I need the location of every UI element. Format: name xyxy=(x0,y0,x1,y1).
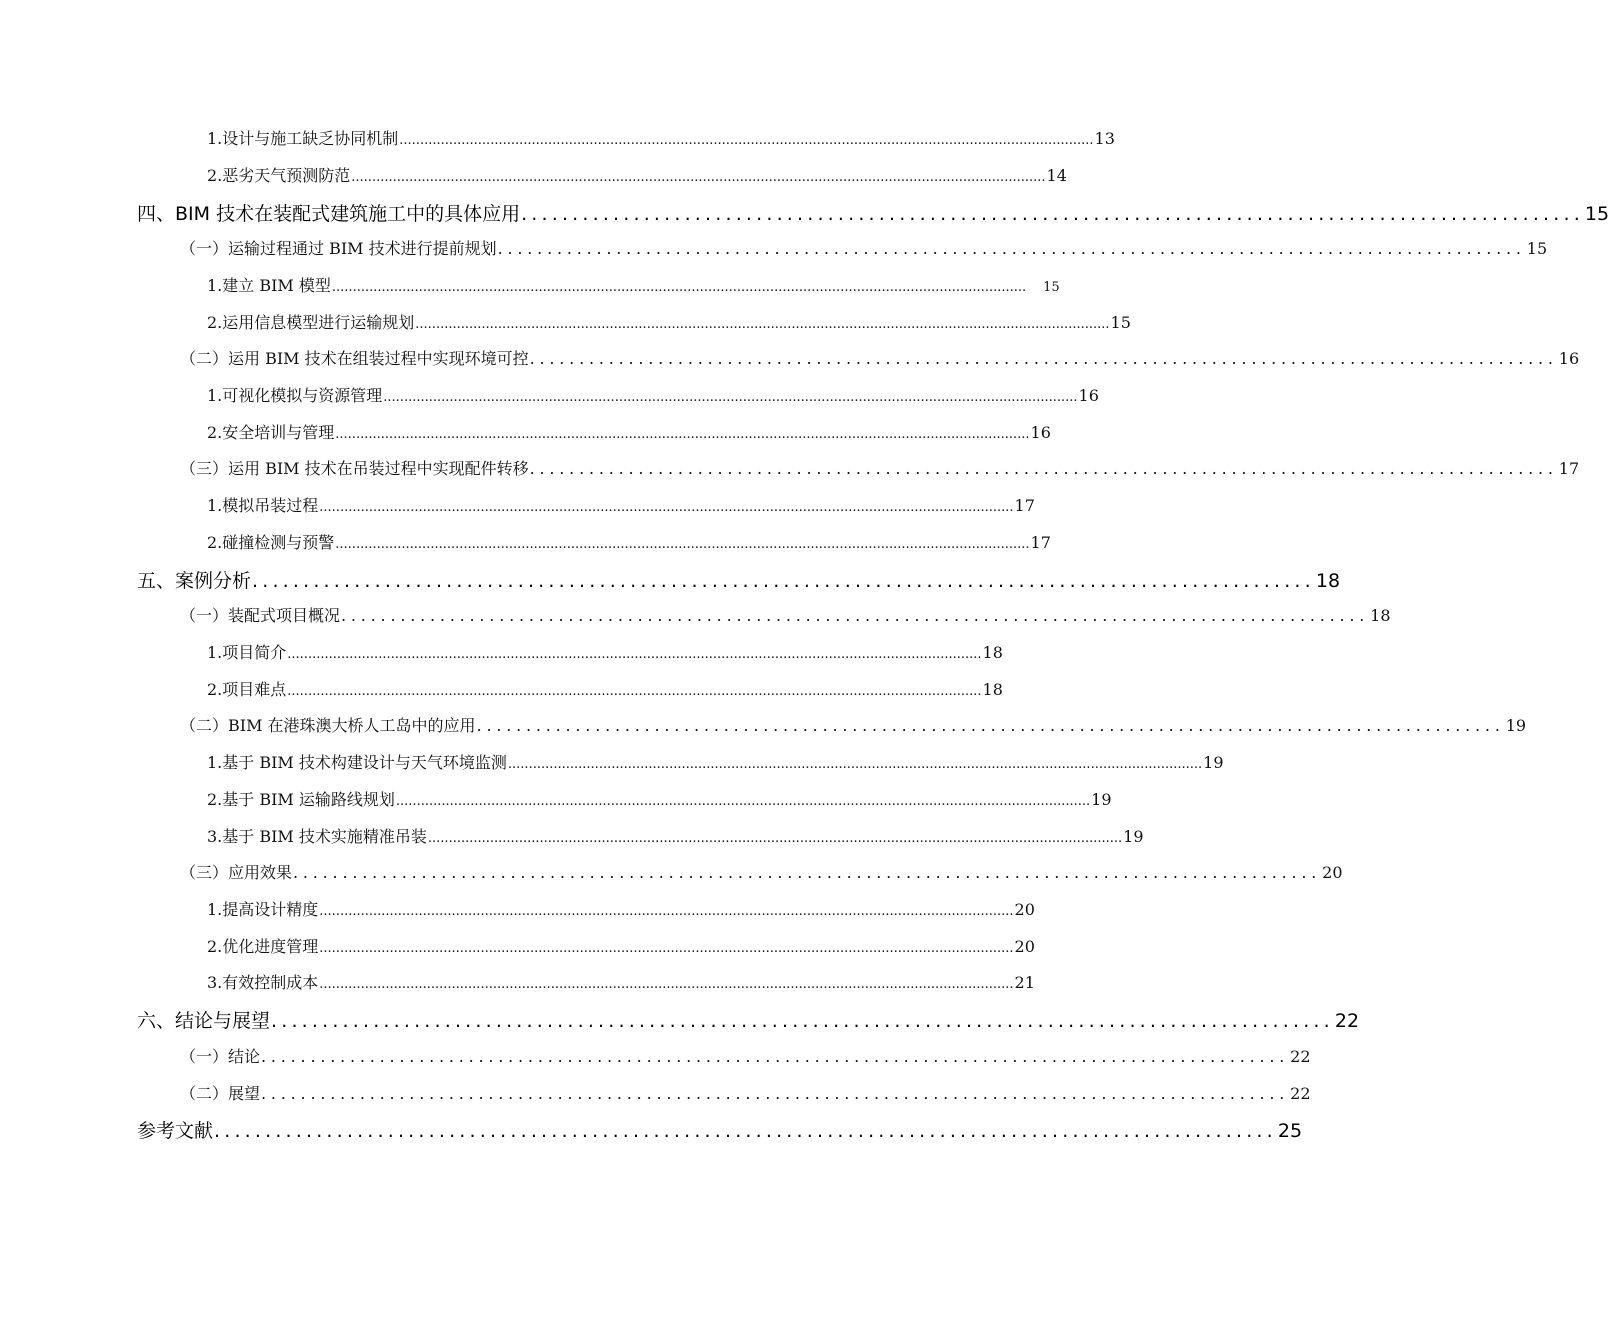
toc-entry-title: 2.碰撞检测与预警 xyxy=(207,533,335,552)
toc-entry-title: （一）结论 xyxy=(180,1047,261,1066)
dot-leader: ........................................................................................................................................................................ xyxy=(415,317,1110,332)
toc-entry-title: 3.基于 BIM 技术实施精准吊装 xyxy=(207,827,427,846)
toc-chapter[interactable] xyxy=(137,1116,1303,1143)
toc-entry[interactable] xyxy=(207,934,1035,957)
toc-entry-title: 四、BIM 技术在装配式建筑施工中的具体应用 xyxy=(137,203,521,225)
toc-entry[interactable] xyxy=(207,787,1112,810)
toc-entry-page: 19 xyxy=(1505,716,1527,735)
toc-entry-title: 1.模拟吊装过程 xyxy=(207,496,319,515)
toc-entry-page: 13 xyxy=(1094,129,1115,148)
toc-entry-page: 19 xyxy=(1091,790,1112,809)
toc-entry-title: 2.项目难点 xyxy=(207,680,287,699)
toc-entry[interactable] xyxy=(207,383,1099,406)
toc-entry-page: 22 xyxy=(1290,1084,1311,1103)
toc-entry[interactable] xyxy=(207,750,1224,773)
dot-leader: ........................................................................................................................................................................ xyxy=(331,280,1027,295)
dot-leader: ........................................................................................................ xyxy=(497,239,1526,258)
toc-entry[interactable] xyxy=(207,126,1115,149)
toc-entry[interactable] xyxy=(207,640,1003,663)
toc-entry-page: 20 xyxy=(1322,863,1343,882)
toc-entry-title: 3.有效控制成本 xyxy=(207,973,319,992)
toc-entry-page: 25 xyxy=(1277,1120,1303,1142)
toc-entry-page: 21 xyxy=(1014,973,1035,992)
dot-leader: ........................................................................................................................................................................ xyxy=(319,941,1014,956)
toc-section[interactable] xyxy=(180,603,1391,626)
dot-leader: ........................................................................................................ xyxy=(214,1120,1277,1142)
toc-entry-title: 1.可视化模拟与资源管理 xyxy=(207,386,383,405)
toc-entry-title: 2.基于 BIM 运输路线规划 xyxy=(207,790,395,809)
toc-entry-title: 2.运用信息模型进行运输规划 xyxy=(207,313,415,332)
toc-entry-page: 17 xyxy=(1558,459,1580,478)
toc-entry-title: （三）应用效果 xyxy=(180,863,293,882)
toc-entry-page: 18 xyxy=(982,643,1003,662)
toc-entry-page: 16 xyxy=(1558,349,1580,368)
toc-entry-page: 18 xyxy=(1315,570,1341,592)
dot-leader: ........................................................................................................................................................................ xyxy=(335,537,1030,552)
toc-entry-page: 17 xyxy=(1030,533,1051,552)
toc-entry-page: 16 xyxy=(1030,423,1051,442)
toc-entry-title: 1.设计与施工缺乏协同机制 xyxy=(207,129,399,148)
toc-entry-title: 1.项目简介 xyxy=(207,643,287,662)
toc-entry[interactable] xyxy=(207,310,1131,333)
toc-entry-title: 1.提高设计精度 xyxy=(207,900,319,919)
toc-entry-page: 15 xyxy=(1584,203,1609,225)
toc-entry-title: （二）运用 BIM 技术在组装过程中实现环境可控 xyxy=(180,349,529,368)
toc-entry-title: （一）装配式项目概况 xyxy=(180,606,341,625)
dot-leader: ........................................................................................................ xyxy=(529,349,1558,368)
toc-section[interactable] xyxy=(180,456,1580,479)
toc-entry-page: 22 xyxy=(1290,1047,1311,1066)
toc-entry[interactable] xyxy=(207,824,1144,847)
toc-entry[interactable] xyxy=(207,163,1067,186)
toc-entry-page: 14 xyxy=(1046,166,1067,185)
toc-entry-page: 19 xyxy=(1123,827,1144,846)
dot-leader: ........................................................................................................................................................................ xyxy=(319,904,1014,919)
toc-entry-title: 2.优化进度管理 xyxy=(207,937,319,956)
toc-entry-title: （二）展望 xyxy=(180,1084,261,1103)
toc-chapter[interactable] xyxy=(137,199,1609,226)
toc-entry-title: 1.基于 BIM 技术构建设计与天气环境监测 xyxy=(207,753,507,772)
dot-leader: ........................................................................................................ xyxy=(293,863,1322,882)
dot-leader: ........................................................................................................................................................................ xyxy=(319,977,1014,992)
toc-section[interactable] xyxy=(180,1081,1311,1104)
toc-entry-page: 15 xyxy=(1526,239,1548,258)
toc-section[interactable] xyxy=(180,346,1580,369)
toc-section[interactable] xyxy=(180,713,1527,736)
dot-leader: ........................................................................................................ xyxy=(341,606,1370,625)
toc-entry-title: 1.建立 BIM 模型 xyxy=(207,276,331,295)
dot-leader: ........................................................................................................................................................................ xyxy=(335,427,1030,442)
toc-entry-title: （三）运用 BIM 技术在吊装过程中实现配件转移 xyxy=(180,459,529,478)
dot-leader: ........................................................................................................ xyxy=(529,459,1558,478)
toc-entry-title: （一）运输过程通过 BIM 技术进行提前规划 xyxy=(180,239,497,258)
dot-leader: ........................................................................................................ xyxy=(521,203,1584,225)
dot-leader: ........................................................................................................................................................................ xyxy=(351,170,1046,185)
toc-entry[interactable] xyxy=(207,970,1035,993)
toc-entry-title: 2.恶劣天气预测防范 xyxy=(207,166,351,185)
toc-section[interactable] xyxy=(180,1044,1311,1067)
toc-entry-title: 参考文献 xyxy=(137,1120,214,1142)
dot-leader: ........................................................................................................................................................................ xyxy=(427,831,1123,846)
toc-entry-page: 19 xyxy=(1203,753,1224,772)
dot-leader: ........................................................................................................................................................................ xyxy=(287,684,982,699)
toc-entry-title: 2.安全培训与管理 xyxy=(207,423,335,442)
dot-leader: ........................................................................................................................................................................ xyxy=(383,390,1078,405)
toc-entry-page: 20 xyxy=(1014,900,1035,919)
dot-leader: ........................................................................................................ xyxy=(252,570,1315,592)
toc-entry-page: 17 xyxy=(1014,496,1035,515)
toc-entry[interactable] xyxy=(207,273,1060,296)
toc-entry-page: 20 xyxy=(1014,937,1035,956)
toc-entry[interactable] xyxy=(207,420,1051,443)
toc-entry[interactable] xyxy=(207,677,1003,700)
dot-leader: ........................................................................................................................................................................ xyxy=(507,757,1203,772)
toc-section[interactable] xyxy=(180,860,1343,883)
dot-leader: ........................................................................................................................................................................ xyxy=(395,794,1091,809)
dot-leader: ........................................................................................................ xyxy=(261,1084,1290,1103)
toc-entry-page: 18 xyxy=(1370,606,1391,625)
toc-entry-title: （二）BIM 在港珠澳大桥人工岛中的应用 xyxy=(180,716,476,735)
dot-leader: ........................................................................................................ xyxy=(476,716,1505,735)
dot-leader: ........................................................................................................................................................................ xyxy=(287,647,982,662)
toc-entry-page: 15 xyxy=(1110,313,1131,332)
toc-entry-page: 16 xyxy=(1078,386,1099,405)
toc-entry-title: 六、结论与展望 xyxy=(137,1010,271,1032)
toc-entry[interactable] xyxy=(207,530,1051,553)
toc-entry-page: 22 xyxy=(1334,1010,1360,1032)
dot-leader: ........................................................................................................................................................................ xyxy=(319,500,1014,515)
dot-leader: ........................................................................................................................................................................ xyxy=(399,133,1094,148)
toc-section[interactable] xyxy=(180,236,1548,259)
toc-entry-title: 五、案例分析 xyxy=(137,570,252,592)
toc-entry[interactable] xyxy=(207,897,1035,920)
toc-entry-page: 18 xyxy=(982,680,1003,699)
toc-entry[interactable] xyxy=(207,493,1035,516)
dot-leader: ........................................................................................................ xyxy=(271,1010,1334,1032)
toc-chapter[interactable] xyxy=(137,1006,1360,1033)
toc-entry-page: 15 xyxy=(1043,280,1060,295)
toc-chapter[interactable] xyxy=(137,566,1341,593)
dot-leader: ........................................................................................................ xyxy=(261,1047,1290,1066)
